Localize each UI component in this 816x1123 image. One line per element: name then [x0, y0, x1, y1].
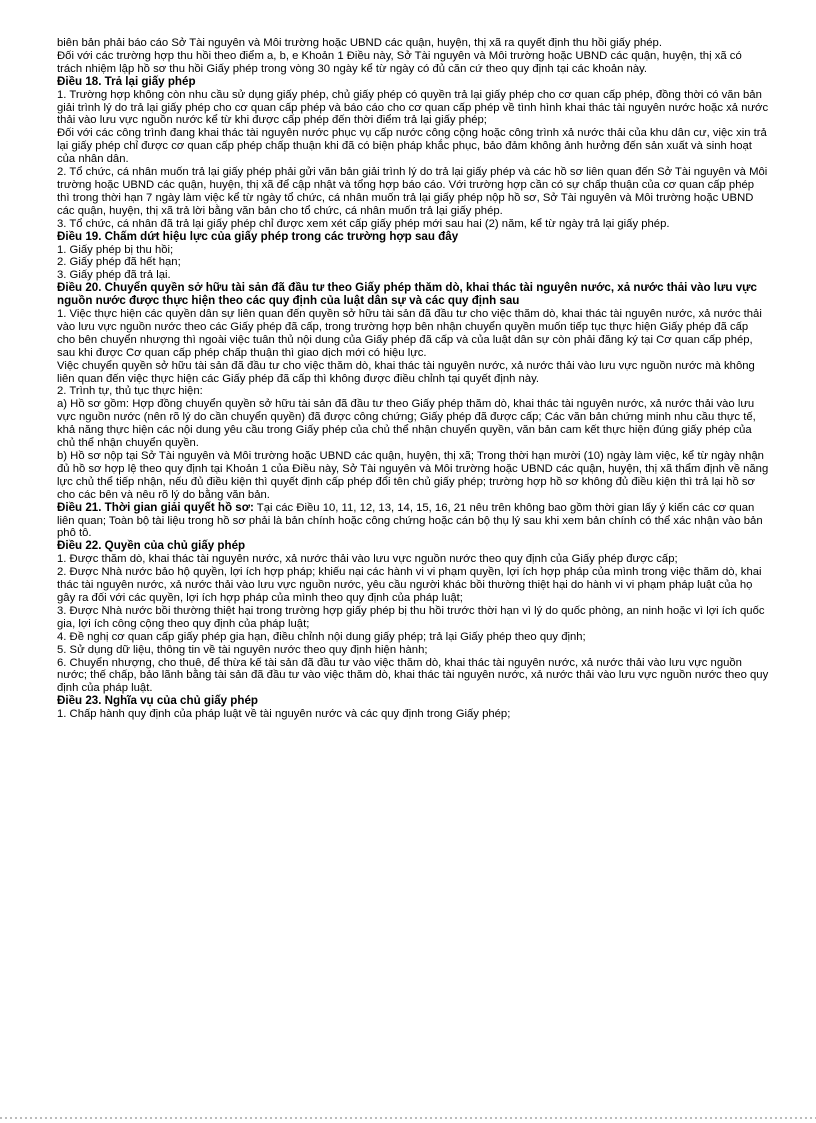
list-item: 1. Giấy phép bị thu hồi;: [57, 243, 174, 256]
paragraph: 5. Sử dụng dữ liệu, thông tin về tài nguyên nước theo quy định hiện hành;: [57, 643, 428, 656]
article-23-heading: Điều 23. Nghĩa vụ của chủ giấy phép: [57, 694, 259, 708]
article-20-heading: Điều 20. Chuyển quyền sở hữu tài sản đã đầu tư theo Giấy phép thăm dò, khai thác tài nguyên nước, xả nước thải vào lưu vực nguồn nước được thực hiện theo các quy định của luật dân sự và các quy định sau: [57, 281, 758, 308]
paragraph: 1. Trường hợp không còn nhu cầu sử dụng giấy phép, chủ giấy phép có quyền trả lại giấy phép cho cơ quan cấp phép, đồng thời có văn bản giải trình lý do trả lại giấy phép cho cơ quan cấp phép và báo cáo cho cơ quan cấp phép về tình hình khai thác tài nguyên nước hoặc xả nước thải vào lưu vực nguồn nước kể từ khi được cấp phép đến thời điểm trả lại giấy phép;: [57, 88, 769, 127]
paragraph: b) Hồ sơ nộp tại Sở Tài nguyên và Môi trường hoặc UBND các quận, huyện, thị xã; Trong thời hạn mười (10) ngày làm việc, kể từ ngày nhận đủ hồ sơ hợp lệ theo quy định tại Khoản 1 của Điều này, Sở Tài nguyên và Môi trường hoặc UBND các quận, huyện, thị xã thẩm định về năng lực chủ thể tiếp nhận, nếu đủ điều kiện thì quyết định cấp phép đổi tên chủ giấy phép; trường hợp hồ sơ không đủ điều kiện thì trả lại hồ sơ cho các bên và nêu rõ lý do bằng văn bản.: [57, 450, 769, 501]
article-21-text: Tại các Điều 10, 11, 12, 13, 14, 15, 16, 21 nêu trên không bao gồm thời gian lấy ý kiến các cơ quan liên quan; Toàn bộ tài liệu trong hồ sơ phải là bản chính hoặc công chứng hoặc cán bộ thụ lý sau khi xem bản chính có thể xác nhận vào bản phô tô.: [57, 501, 763, 540]
list-item: 3. Giấy phép đã trả lại.: [57, 269, 171, 282]
paragraph: 2. Tổ chức, cá nhân muốn trả lại giấy phép phải gửi văn bản giải trình lý do trả lại giấy phép và các hồ sơ liên quan đến Sở Tài nguyên và Môi trường hoặc UBND các quận, huyện, thị xã để cập nhật và tổng hợp báo cáo. Với trường hợp cần có sự chấp thuận của cơ quan cấp phép thì trong thời hạn 7 ngày làm việc kể từ ngày tổ chức, cá nhân muốn trả lại giấy phép nộp hồ sơ, Sở Tài nguyên và Môi trường hoặc UBND các quận, huyện, thị xã trả lời bằng văn bản cho tổ chức, cá nhân muốn trả lại giấy phép.: [57, 166, 768, 217]
paragraph: Đối với các công trình đang khai thác tài nguyên nước phục vụ cấp nước công cộng hoặc công trình xả nước thải của khu dân cư, việc xin trả lại giấy phép chỉ được cơ quan cấp phép chấp thuận khi đã có biện pháp khắc phục, bảo đảm không ảnh hưởng đến sản xuất và sinh hoạt của nhân dân.: [57, 127, 767, 166]
article-21-heading: Điều 21. Thời gian giải quyết hồ sơ:: [57, 500, 254, 514]
paragraph: 3. Tổ chức, cá nhân đã trả lại giấy phép chỉ được xem xét cấp giấy phép mới sau hai (2) năm, kể từ ngày trả lại giấy phép.: [57, 217, 670, 230]
article-19-heading: Điều 19. Chấm dứt hiệu lực của giấy phép trong các trường hợp sau đây: [57, 229, 459, 243]
article-22-heading: Điều 22. Quyền của chủ giấy phép: [57, 539, 246, 553]
page-bottom-border: [0, 1117, 816, 1119]
paragraph: 2. Được Nhà nước bảo hộ quyền, lợi ích hợp pháp; khiếu nại các hành vi vi phạm quyền, lợi ích hợp pháp của mình trong việc thăm dò, khai thác tài nguyên nước, xả nước thải vào lưu vực nguồn nước, yêu cầu người khác bồi thường thiệt hại do hành vi vi phạm pháp luật của họ gây ra đối với các quyền, lợi ích hợp pháp của mình theo quy định của pháp luật;: [57, 566, 762, 604]
paragraph: biên bản phải báo cáo Sở Tài nguyên và Môi trường hoặc UBND các quận, huyện, thị xã ra quyết định thu hồi giấy phép.: [57, 37, 662, 49]
paragraph: 4. Đề nghị cơ quan cấp giấy phép gia hạn, điều chỉnh nội dung giấy phép; trả lại Giấy phép theo quy định;: [57, 630, 586, 643]
paragraph: Đối với các trường hợp thu hồi theo điểm a, b, e Khoản 1 Điều này, Sở Tài nguyên và Môi trường hoặc UBND các quận, huyện, thị xã có trách nhiệm lập hồ sơ thu hồi Giấy phép trong vòng 30 ngày kể từ ngày có đủ căn cứ theo quy định tại các khoản này.: [57, 49, 742, 75]
list-item: 2. Giấy phép đã hết hạn;: [57, 256, 181, 269]
paragraph: 1. Được thăm dò, khai thác tài nguyên nước, xả nước thải vào lưu vực nguồn nước theo quy định của Giấy phép được cấp;: [57, 553, 678, 566]
paragraph: a) Hồ sơ gồm: Hợp đồng chuyển quyền sở hữu tài sản đã đầu tư theo Giấy phép thăm dò, khai thác tài nguyên nước, xả nước thải vào lưu vực nguồn nước (nên rõ lý do cần chuyển quyền) đã được công chứng; Giấy phép đã được cấp; Các văn bản chứng minh nhu cầu thực tế, khả năng thực hiện các nội dung yêu cầu trong Giấy phép của chủ thể nhận chuyển quyền, văn bản cam kết thực hiện đúng giấy phép của chủ thể nhận chuyển quyền.: [57, 398, 756, 450]
paragraph: 3. Được Nhà nước bồi thường thiệt hại trong trường hợp giấy phép bị thu hồi trước thời hạn vì lý do quốc phòng, an ninh hoặc vì lợi ích quốc gia, lợi ích công cộng theo quy định của pháp luật;: [57, 604, 765, 630]
paragraph: 1. Việc thực hiện các quyền dân sự liên quan đến quyền sở hữu tài sản đã đầu tư cho việc thăm dò, khai thác tài nguyên nước, xả nước thải vào lưu vực nguồn nước theo các Giấy phép đã cấp, trong trường hợp bên nhận chuyển quyền muốn tiếp tục thực hiện Giấy phép đã cấp cho bên chuyển nhượng thì ngoài việc tuân thủ nội dung của Giấy phép đã cấp và của luật dân sự còn phải đăng ký tại Cơ quan cấp phép, sau khi được Cơ quan cấp phép chấp thuận thì giao dịch mới có hiệu lực.: [57, 308, 762, 359]
article-18-heading: Điều 18. Trả lại giấy phép: [57, 74, 196, 88]
paragraph: 6. Chuyển nhượng, cho thuê, để thừa kế tài sản đã đầu tư vào việc thăm dò, khai thác tài nguyên nước, xả nước thải vào lưu vực nguồn nước; thế chấp, bảo lãnh bằng tài sản đã đầu tư vào việc thăm dò, khai thác tài nguyên nước, xả nước thải vào lưu vực nguồn nước theo quy định của pháp luật.: [57, 656, 769, 695]
paragraph: 2. Trình tự, thủ tục thực hiện:: [57, 385, 203, 398]
paragraph: 1. Chấp hành quy định của pháp luật về tài nguyên nước và các quy định trong Giấy phép;: [57, 708, 511, 721]
paragraph: Việc chuyển quyền sở hữu tài sản đã đầu tư cho việc thăm dò, khai thác tài nguyên nước, xả nước thải vào lưu vực nguồn nước mà không liên quan đến việc thực hiện các Giấy phép đã cấp thì không được điều chỉnh tại quyết định này.: [57, 359, 755, 385]
document-page: [57, 37, 769, 721]
